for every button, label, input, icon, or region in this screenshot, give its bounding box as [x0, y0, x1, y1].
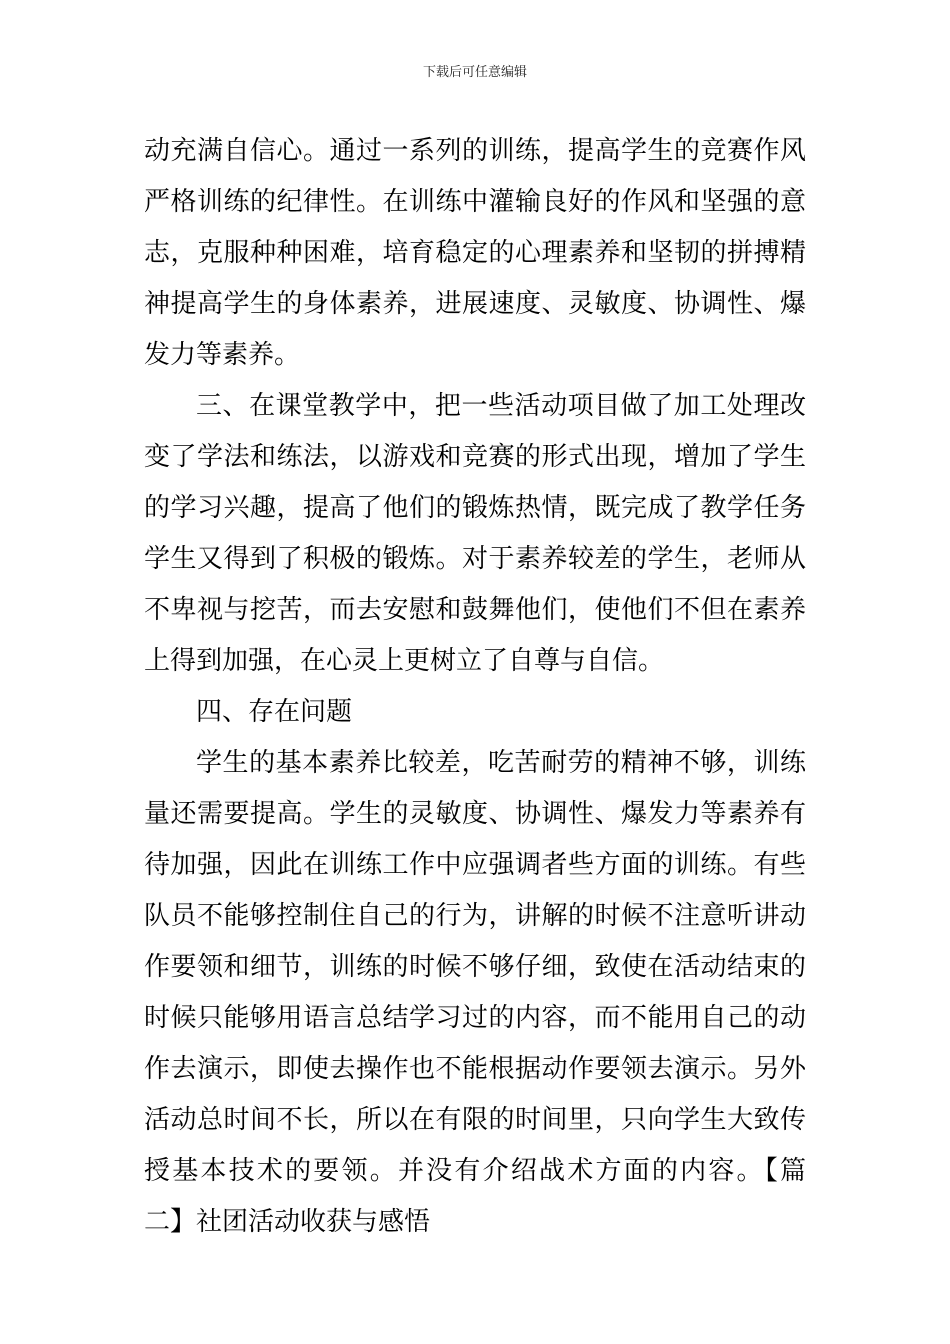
- text-line: 志，克服种种困难，培育稳定的心理素养和坚韧的拼搏精: [144, 238, 806, 268]
- text-line: 变了学法和练法，以游戏和竞赛的形式出现，增加了学生: [144, 442, 806, 472]
- text-line: 量还需要提高。学生的灵敏度、协调性、爆发力等素养有: [144, 799, 806, 829]
- document-body: [144, 126, 806, 1248]
- text-line: 的学习兴趣，提高了他们的锻炼热情，既完成了教学任务: [144, 493, 806, 523]
- text-line: 活动总时间不长，所以在有限的时间里，只向学生大致传: [144, 1105, 806, 1135]
- text-line: 发力等素养。: [144, 340, 301, 370]
- text-line: 学生又得到了积极的锻炼。对于素养较差的学生，老师从: [144, 544, 806, 574]
- text-line: 三、在课堂教学中，把一些活动项目做了加工处理改: [196, 391, 806, 421]
- text-line: 动充满自信心。通过一系列的训练，提高学生的竞赛作风: [144, 136, 806, 166]
- text-line: 二】社团活动收获与感悟: [144, 1207, 431, 1237]
- text-line: 授基本技术的要领。并没有介绍战术方面的内容。【篇: [144, 1156, 806, 1186]
- text-line: 严格训练的纪律性。在训练中灌输良好的作风和坚强的意: [144, 187, 806, 217]
- text-line: 不卑视与挖苦，而去安慰和鼓舞他们，使他们不但在素养: [144, 595, 806, 625]
- text-line: 神提高学生的身体素养，进展速度、灵敏度、协调性、爆: [144, 289, 806, 319]
- text-line: 学生的基本素养比较差，吃苦耐劳的精神不够，训练: [196, 748, 806, 778]
- text-line: 四、存在问题: [196, 697, 353, 727]
- text-line: 作要领和细节，训练的时候不够仔细，致使在活动结束的: [144, 952, 806, 982]
- text-line: 时候只能够用语言总结学习过的内容，而不能用自己的动: [144, 1003, 806, 1033]
- text-line: 上得到加强，在心灵上更树立了自尊与自信。: [144, 646, 665, 676]
- text-line: 作去演示，即使去操作也不能根据动作要领去演示。另外: [144, 1054, 806, 1084]
- text-line: 队员不能够控制住自己的行为，讲解的时候不注意听讲动: [144, 901, 806, 931]
- page-header: 下载后可任意编辑: [422, 65, 527, 80]
- text-line: 待加强，因此在训练工作中应强调者些方面的训练。有些: [144, 850, 806, 880]
